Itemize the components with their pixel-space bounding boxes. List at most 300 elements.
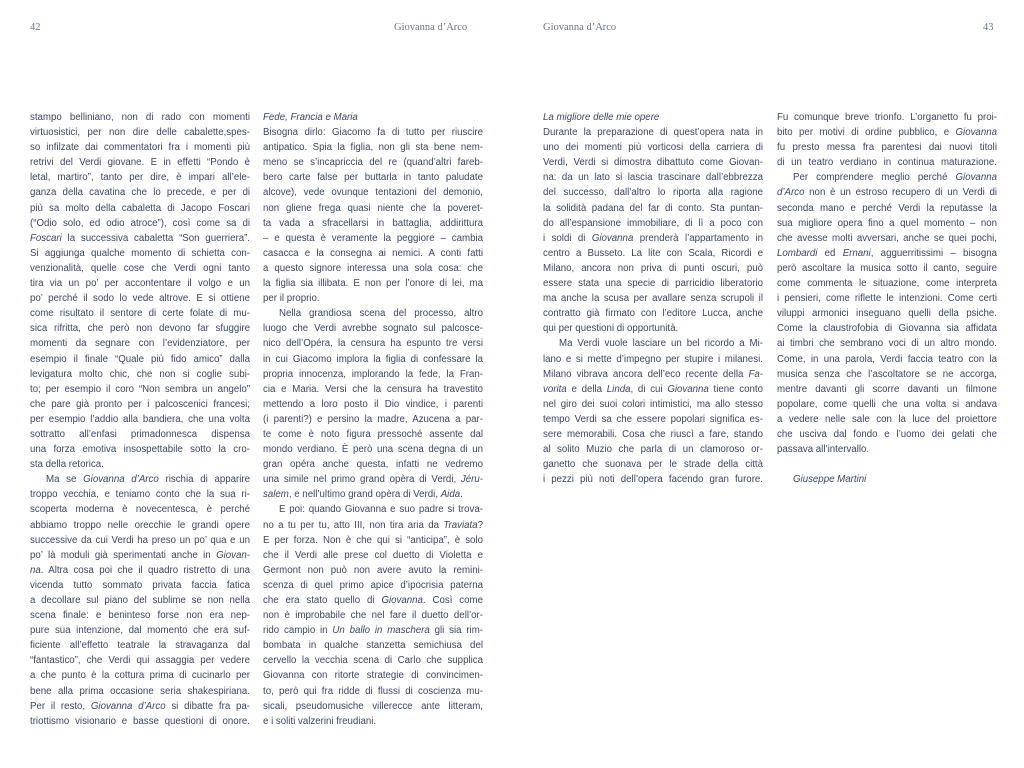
italic-text: Giovanna <box>381 595 423 606</box>
text-line <box>30 382 250 397</box>
text-line <box>30 487 250 502</box>
text-line <box>30 321 250 336</box>
text: prenderà l’appartamento in <box>633 232 763 244</box>
text: scoperta moderna è novecentesca, è perché <box>30 504 250 516</box>
text: Milano, ancora non priva di punti oscuri, può <box>543 262 763 274</box>
text: Bisogna dirlo: Giacomo fa di tutto per riuscire <box>263 127 483 139</box>
text: Per il resto, <box>30 700 91 712</box>
text: mondo verdiano. È però una scena degna di un <box>263 444 483 456</box>
text: a questo signore interessa una sola cosa: che <box>263 262 483 274</box>
text-line <box>263 518 483 533</box>
text: to, però qui fra ridde di flussi di coscienza mu- <box>263 685 483 697</box>
text: Ma Verdi vuole lasciare un bel ricordo a Mi- <box>559 338 763 350</box>
text: uno dei momenti più vorticosi della carriera di <box>543 142 763 154</box>
text-line <box>263 653 483 668</box>
text: vicenda tutto sommato privata faccia fatica <box>30 579 250 591</box>
text-line <box>30 261 250 276</box>
text: i pezzi più noti dell’opera facendo gran furore. <box>543 474 763 486</box>
text-line <box>30 110 250 125</box>
text: tira via un po’ per accontentare il volgo e un <box>30 278 250 290</box>
text: sottratto all’enfasi primadonnesca dispensa <box>30 428 250 440</box>
text: , agguerritissimi – bisogna <box>870 247 997 259</box>
text-line <box>777 397 997 412</box>
text-line <box>30 246 250 261</box>
text: gran opéra anche questa, infatti ne vedremo <box>263 459 483 471</box>
text: E poi: quando Giovanna e suo padre si trova- <box>279 504 483 516</box>
text: abbiamo troppo nelle orecchie le grandi opere <box>30 519 250 531</box>
text: Fu comunque breve trionfo. L’organetto fu proi- <box>777 112 997 123</box>
text: mettendo a loro posto il Dio vindice, i parenti <box>263 398 483 410</box>
text-line <box>263 170 483 185</box>
text-line <box>543 185 763 200</box>
text-line <box>30 442 250 457</box>
text-line <box>777 321 997 336</box>
text: ed <box>817 247 843 259</box>
text-line <box>263 140 483 155</box>
text: Durante la preparazione di quest’opera nata in <box>543 127 763 139</box>
text: che il Verdi alle prese col duetto di Violetta e <box>263 549 483 561</box>
italic-text: Giuseppe Martini <box>793 474 867 486</box>
text-line <box>30 125 250 140</box>
text: virtuosistici, per non dire delle cabalette,spes- <box>30 127 250 139</box>
text-line <box>777 125 997 140</box>
text: (i parenti?) e persino la madre, Azucena a par- <box>263 413 483 425</box>
text-line <box>263 185 483 200</box>
text-line <box>543 397 763 412</box>
text: come risultato il sentore di certe folate di mu- <box>30 308 250 320</box>
running-title-right: Giovanna d’Arco <box>543 22 617 33</box>
text: i soldi di <box>543 232 592 244</box>
text: sica rifritta, che però non devono far sfuggire <box>30 323 250 335</box>
text: ficiente all’effetto teatrale la stravaganza dal <box>30 640 250 652</box>
text-line <box>543 382 763 397</box>
text-line <box>777 382 997 397</box>
text-line <box>30 352 250 367</box>
text: alcove), vede ovunque tentazioni del demonio, <box>263 187 483 199</box>
text-column-1 <box>30 110 250 729</box>
text: nel giro dei suoi colori intimistici, ma allo stesso <box>543 398 763 410</box>
text-line <box>263 382 483 397</box>
page-number-left: 42 <box>30 22 41 33</box>
text: fu presto messa fra parentesi dai nuovi titoli <box>777 142 997 154</box>
text-line <box>263 352 483 367</box>
italic-text: Giovan- <box>216 549 250 561</box>
text-line <box>777 367 997 382</box>
text-line <box>543 110 763 125</box>
text: propria innocenza, implorando la fede, la Fran- <box>263 368 483 380</box>
text-line <box>263 578 483 593</box>
text-line <box>30 336 250 351</box>
text-line <box>543 472 763 487</box>
text-line <box>777 110 997 125</box>
text-line <box>543 231 763 246</box>
text: Come, in una parola, Verdi faccia teatro con la <box>777 353 997 365</box>
text: E per forza. Non è che qui si “anticipa”, è solo <box>263 534 483 546</box>
text-line <box>543 321 763 336</box>
text: però ascoltare la musica sotto il canto, seguire <box>777 262 997 274</box>
text-line <box>543 427 763 442</box>
text: tiene conto <box>708 383 763 395</box>
text-line <box>777 442 997 457</box>
text: non è un estroso recupero di un Verdi di <box>804 187 997 199</box>
text-line <box>263 684 483 699</box>
text-line <box>263 714 483 729</box>
italic-text: Giovanna <box>955 172 997 184</box>
text: a vedere nelle sale con la luce del proiettore <box>777 413 997 425</box>
italic-text: na <box>30 564 41 576</box>
text-line <box>543 352 763 367</box>
text-line <box>263 291 483 306</box>
text: . Altra cosa poi che il quadro ristretto di una <box>40 564 250 576</box>
text-line <box>263 155 483 170</box>
text-line <box>777 276 997 291</box>
text: levigatura molto chic, che non si coglie subi- <box>30 368 250 380</box>
text-column-3 <box>543 110 763 487</box>
text-line <box>30 201 250 216</box>
text: Milano vibrava ancora dell’eco recente della <box>543 368 749 380</box>
text-line <box>30 578 250 593</box>
text-line <box>30 548 250 563</box>
text: i pensieri, come riflette le intenzioni. Come certi <box>777 293 997 305</box>
text: per il proprio. <box>263 293 320 305</box>
text: Germont non può non avere avuto la remini- <box>263 564 483 576</box>
italic-text: Aida <box>440 489 461 501</box>
text: casacca e la consegna ai nemici. A conti fatti <box>263 247 483 259</box>
text-line <box>263 276 483 291</box>
text-line <box>263 623 483 638</box>
text-line <box>263 125 483 140</box>
text: Si aggiunga qualche momento di schietta con- <box>30 247 250 259</box>
text: no a tu per tu, atto III, non tira aria da <box>263 519 444 531</box>
text-column-4 <box>777 110 997 487</box>
text-line <box>30 699 250 714</box>
italic-text: Fede, Francia e Maria <box>263 112 358 123</box>
text: – e questa è veramente la peggiore – cambia <box>263 232 483 244</box>
text: una simile nel primo grand opèra di Verdi, <box>263 474 461 486</box>
text-line <box>263 472 483 487</box>
text-line <box>263 608 483 623</box>
text-line <box>30 684 250 699</box>
italic-text: La migliore delle mie opere <box>543 112 660 123</box>
text-line <box>263 231 483 246</box>
text: la figlia sia illibata. E non per l’onore di lei, ma <box>263 278 483 290</box>
text: popolare, come quelli che una volta si andava <box>777 398 997 410</box>
text-line <box>777 246 997 261</box>
text-line <box>777 336 997 351</box>
text-line <box>543 306 763 321</box>
text-line <box>777 155 997 170</box>
text: non gliene frega quasi niente che la poveret- <box>263 202 483 214</box>
text-line <box>30 623 250 638</box>
text-line <box>30 306 250 321</box>
text: per esempio l’addio alla bandiera, che una volta <box>30 413 250 425</box>
text-line <box>30 231 250 246</box>
text: sere memorabili. Cosa che riuscì a fare, stando <box>543 428 763 440</box>
text-line <box>777 412 997 427</box>
text-line <box>263 502 483 517</box>
text-line <box>30 668 250 683</box>
text: successive da cui Verdi ha preso un po’ qua e un <box>30 534 250 546</box>
text-line <box>543 125 763 140</box>
text: ganetto che suonava per le strade della città <box>543 459 763 471</box>
text-line <box>263 321 483 336</box>
text-line <box>777 427 997 442</box>
text-line <box>263 548 483 563</box>
text-line <box>263 563 483 578</box>
text-line <box>543 442 763 457</box>
text: stampo belliniano, non di rado con momenti <box>30 112 250 123</box>
running-title-left: Giovanna d’Arco <box>394 22 468 33</box>
italic-text: Jéru- <box>460 474 483 486</box>
text-line <box>263 306 483 321</box>
text: Verdi, Verdi si dimostra dibattuto come Giovan- <box>543 157 763 169</box>
text-line <box>263 593 483 608</box>
text: Per comprendere meglio perché <box>793 172 956 184</box>
text-line <box>30 170 250 185</box>
text: bombata in qualche stanzetta semichiusa del <box>263 640 483 652</box>
text-line <box>30 185 250 200</box>
text-line <box>30 714 250 729</box>
text: a che punto è la cottura prima di cucinarlo per <box>30 670 250 682</box>
text: sicali, pseudomusiche villerecce ante litteram, <box>263 700 483 712</box>
text: cia e Maria. Versi che la censura ha travestito <box>263 383 483 395</box>
italic-text: Ernani <box>842 247 871 259</box>
text-line <box>263 457 483 472</box>
text-line <box>777 352 997 367</box>
text: ganza della cavatina che lo precede, e per di <box>30 187 250 199</box>
italic-text: Giovanna <box>955 127 997 139</box>
text-line <box>777 306 997 321</box>
text: ? <box>477 519 483 531</box>
text-line <box>263 533 483 548</box>
text: la solidità padana del far di conto. Sta puntan- <box>543 202 763 214</box>
text: bene alla prima occasione seria shakespiriana. <box>30 685 250 697</box>
text: qui per questioni di opportunità. <box>543 323 679 335</box>
text: letal, martiro”, tanto per dire, è impari all’ele- <box>30 172 250 184</box>
text-line <box>543 457 763 472</box>
text: che pare già pronto per i palcoscenici francesi; <box>30 398 250 410</box>
text: musica senza che l’ascoltatore se ne accorga, <box>777 368 997 380</box>
text: “fantastico”, che Verdi qui assaggia per vedere <box>30 655 250 667</box>
text-line <box>263 261 483 276</box>
text: momenti da segnare con l’evidenziatore, per <box>30 338 250 350</box>
text-line <box>30 397 250 412</box>
text: al solito Muzio che parla di un clamoroso or- <box>543 444 763 456</box>
text-line <box>263 367 483 382</box>
text: to; per esempio il coro “Non sembra un angelo” <box>30 383 250 395</box>
text: non è improbabile che nel fare il duetto dell’or- <box>263 610 483 622</box>
text: scenza di quel primo apice d’ipocrisia paterna <box>263 579 483 591</box>
text-line <box>543 276 763 291</box>
text: rido campio in <box>263 625 333 637</box>
text: tempo Verdi sa che essere popolari significa es- <box>543 413 763 425</box>
text: rischia di apparire <box>158 474 250 486</box>
text: seconda mano e perché Verdi la reputasse la <box>777 202 997 214</box>
text: cervello la vecchia scena di Carlo che supplica <box>263 655 483 667</box>
text: e della <box>566 383 607 395</box>
text: che avesse molti avversari, anche se quei pochi, <box>777 232 997 244</box>
text-line <box>263 110 483 125</box>
text: ai timbri che sembrano voci di un altro mondo. <box>777 338 997 350</box>
text: antipatico. Spia la figlia, non gli sta bene nem- <box>263 142 483 154</box>
text-line <box>30 608 250 623</box>
text: Nella grandiosa scena del processo, altro <box>279 308 483 320</box>
text-line <box>30 593 250 608</box>
text-line <box>263 487 483 502</box>
text-line <box>263 246 483 261</box>
text: . Così come <box>422 595 483 606</box>
text: scena finale: e beninteso forse non era nep- <box>30 610 250 622</box>
text-line <box>30 653 250 668</box>
text: po’ perché il sodo lo vede altrove. E si ottiene <box>30 293 250 305</box>
text-line <box>543 155 763 170</box>
text: venzionalità, quelle cose che Verdi ogni tanto <box>30 262 250 274</box>
text-line <box>543 170 763 185</box>
text: retrivi del Verdi giovane. E in effetti “Pondo è <box>30 157 250 169</box>
text-line <box>30 638 250 653</box>
text: che era stato quello di <box>263 595 382 606</box>
text: lano e si mette d’impegno per stupire i milanesi. <box>543 353 763 365</box>
text: esempio il finale “Quale più fido amico” dalla <box>30 353 250 365</box>
text-line <box>543 261 763 276</box>
italic-text: Giovanna d’Arco <box>83 474 159 486</box>
italic-text: d’Arco <box>777 187 805 199</box>
text-line <box>263 336 483 351</box>
text: bito per motivi di ordine pubblico, e <box>777 127 956 139</box>
text-line <box>30 291 250 306</box>
text: , e nell’ultimo grand opèra di Verdi, <box>288 489 441 501</box>
text: bero carte false per buttarla in tanto paludate <box>263 172 483 184</box>
text: ta vada a sfracellarsi in battaglia, addirittura <box>263 217 483 229</box>
text: troppo vecchia, e teniamo conto che la sua ri- <box>30 489 250 501</box>
text: più sa molto della cabaletta di Jacopo Foscari <box>30 202 250 214</box>
text: del successo, dall’altro lo riporta alla ragione <box>543 187 763 199</box>
text: la successiva cabaletta “Son guerriera”. <box>61 232 250 244</box>
text-line <box>263 397 483 412</box>
text-line <box>777 170 997 185</box>
text-line <box>543 201 763 216</box>
text-line <box>777 291 997 306</box>
italic-text: Linda <box>606 383 631 395</box>
text-line <box>777 261 997 276</box>
text: triottismo visionario e basse questioni di onore. <box>30 715 250 727</box>
text: di un teatro verdiano in continua maturazione. <box>777 157 997 169</box>
text: mentre davanti gli scorre davanti un filmone <box>777 383 997 395</box>
italic-text: Un ballo in maschera <box>332 625 430 637</box>
text: centro a Busseto. La lite con Scala, Ricordi e <box>543 247 763 259</box>
text-line <box>777 457 997 472</box>
text: nico dell’Opéra, la censura ha espunto tre versi <box>263 338 483 350</box>
text: sua migliore opera fino a quel momento – non <box>777 217 997 229</box>
text: come commenta le situazione, come interpreta <box>777 278 997 290</box>
text: una forza emotiva insospettabile sotto la cro- <box>30 444 250 456</box>
text-line <box>263 638 483 653</box>
text: essere stata una specie di parricidio liberatorio <box>543 278 763 290</box>
text: ma anche la scusa per avallare senza scrupoli il <box>543 293 763 305</box>
text: luogo che Verdi avrebbe sognato sul palcosce- <box>263 323 483 335</box>
italic-text: salem <box>263 489 289 501</box>
text-line <box>777 472 997 487</box>
text: po’ là moduli già sperimentati anche in <box>30 549 217 561</box>
text-line <box>30 216 250 231</box>
text-line <box>30 140 250 155</box>
text: che usciva dal fondo e l’uomo dei gelati che <box>777 428 997 440</box>
text-line <box>263 668 483 683</box>
italic-text: Traviata <box>443 519 478 531</box>
text: gli sia rim- <box>429 625 483 637</box>
text-line <box>30 276 250 291</box>
text-line <box>543 336 763 351</box>
text-line <box>30 427 250 442</box>
italic-text: Giovanna <box>591 232 634 244</box>
italic-text: Fa- <box>748 368 763 380</box>
text-line <box>543 216 763 231</box>
text-line <box>30 457 250 472</box>
text-line <box>30 518 250 533</box>
text-line <box>30 155 250 170</box>
text: si dibatte fra pa- <box>165 700 250 712</box>
text: Ma se <box>46 474 84 486</box>
text-line <box>30 502 250 517</box>
text: pure sua intenzione, dal momento che era suf- <box>30 625 250 637</box>
text: e i soliti valzerini freudiani. <box>263 715 377 727</box>
text: na: da un lato si lascia trascinare dall’ebbrezza <box>543 172 763 184</box>
italic-text: Lombardi <box>777 247 818 259</box>
italic-text: Foscari <box>30 232 62 244</box>
text-line <box>543 140 763 155</box>
text: a decollare sul piano del sublime se non nella <box>30 595 250 606</box>
text-line <box>263 427 483 442</box>
text-line <box>777 201 997 216</box>
text-line <box>30 533 250 548</box>
text: te come è noto figura pressoché assente dal <box>263 428 483 440</box>
text: Come la claustrofobia di Giovanna sia affidata <box>777 323 997 335</box>
text: contratto già firmato con l’editore Lucca, anche <box>543 308 763 320</box>
text: in cui Giacomo implora la figlia di confessare la <box>263 353 483 365</box>
text-line <box>263 412 483 427</box>
italic-text: Giovanna <box>667 383 709 395</box>
text-line <box>30 472 250 487</box>
text-line <box>777 185 997 200</box>
text-line <box>777 231 997 246</box>
italic-text: Giovanna d’Arco <box>90 700 166 712</box>
text-line <box>30 563 250 578</box>
text-line <box>263 216 483 231</box>
text: . <box>460 489 463 501</box>
text: sta della retorica. <box>30 459 104 471</box>
text-line <box>543 367 763 382</box>
text-line <box>777 216 997 231</box>
text-line <box>263 201 483 216</box>
text: passava all’intervallo. <box>777 444 870 456</box>
text-line <box>543 246 763 261</box>
page-number-right: 43 <box>983 22 994 33</box>
text-line <box>543 412 763 427</box>
text-line <box>543 291 763 306</box>
text: do all’espansione immobiliare, di lì a poco con <box>543 217 763 229</box>
text-column-2 <box>263 110 483 729</box>
text-line <box>263 442 483 457</box>
text-line <box>777 140 997 155</box>
text: meno se s’incapriccia del re (quand’altri fareb- <box>263 157 483 169</box>
text: , di cui <box>630 383 668 395</box>
text-line <box>30 412 250 427</box>
text: viluppi armonici inseguano quelli della psiche. <box>777 308 997 320</box>
text: Giovanna con ritorte strategie di convincimen- <box>263 670 483 682</box>
text-line <box>30 367 250 382</box>
text-line <box>263 699 483 714</box>
italic-text: vorita <box>543 383 567 395</box>
